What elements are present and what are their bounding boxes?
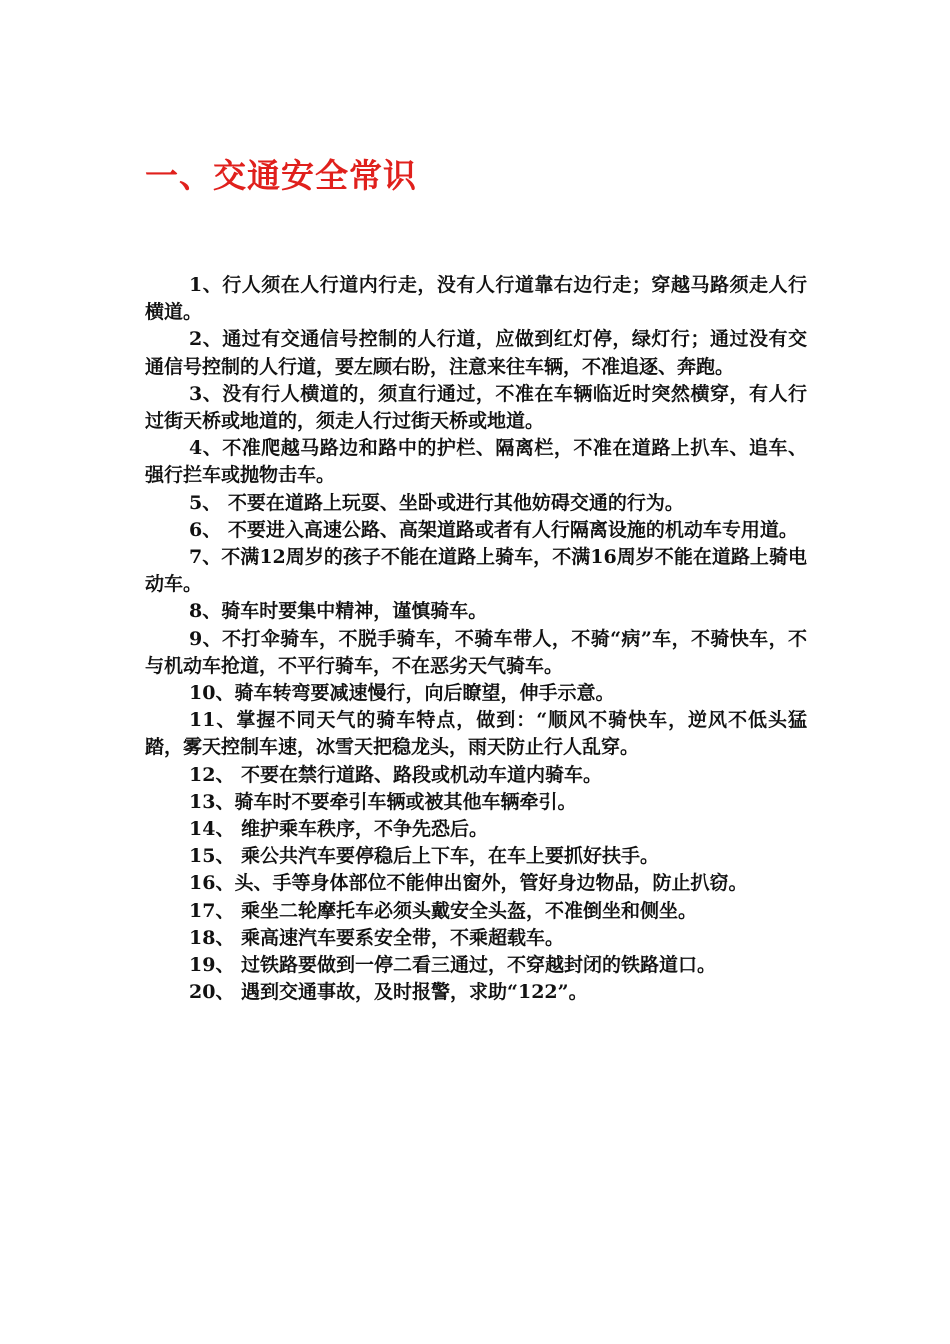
rule-item: 13、骑车时不要牵引车辆或被其他车辆牵引。	[189, 790, 577, 813]
rule-item: 2、通过有交通信号控制的人行道，应做到红灯停，绿灯行；通过没有交通信号控制的人行道，要左顾右盼，注意来往车辆，不准追逐、奔跑。	[145, 328, 807, 378]
rule-item: 19、 过铁路要做到一停二看三通过，不穿越封闭的铁路道口。	[189, 954, 717, 977]
rule-item: 6、 不要进入高速公路、高架道路或者有人行隔离设施的机动车专用道。	[189, 518, 798, 541]
rule-item: 12、 不要在禁行道路、路段或机动车道内骑车。	[189, 763, 603, 786]
rules-list	[145, 272, 807, 1006]
rule-item: 8、骑车时要集中精神，谨慎骑车。	[189, 600, 488, 623]
rule-item: 11、掌握不同天气的骑车特点，做到：“顺风不骑快车，逆风不低头猛踏，雾天控制车速，冰雪天把稳龙头，雨天防止行人乱穿。	[145, 709, 807, 759]
rule-item: 17、 乘坐二轮摩托车必须头戴安全头盔，不准倒坐和侧坐。	[189, 899, 698, 922]
rule-item: 14、 维护乘车秩序，不争先恐后。	[189, 818, 489, 841]
rule-item: 18、 乘高速汽车要系安全带，不乘超载车。	[189, 926, 565, 949]
rule-item: 1、行人须在人行道内行走，没有人行道靠右边行走；穿越马路须走人行横道。	[145, 274, 807, 324]
rule-item: 20、 遇到交通事故，及时报警，求助“122”。	[189, 981, 588, 1004]
rule-item: 10、骑车转弯要减速慢行，向后瞭望，伸手示意。	[189, 682, 615, 705]
rule-item: 15、 乘公共汽车要停稳后上下车，在车上要抓好扶手。	[189, 845, 660, 868]
rule-item: 7、不满12周岁的孩子不能在道路上骑车，不满16周岁不能在道路上骑电动车。	[145, 546, 807, 596]
rule-item: 4、不准爬越马路边和路中的护栏、隔离栏，不准在道路上扒车、追车、强行拦车或抛物击车。	[145, 437, 807, 487]
page-title: 一、交通安全常识	[145, 156, 417, 195]
rule-item: 16、头、手等身体部位不能伸出窗外，管好身边物品，防止扒窃。	[189, 872, 748, 895]
rule-item: 3、没有行人横道的，须直行通过，不准在车辆临近时突然横穿，有人行过街天桥或地道的，须走人行过街天桥或地道。	[145, 382, 807, 433]
rule-item: 9、不打伞骑车，不脱手骑车，不骑车带人，不骑“病”车，不骑快车，不与机动车抢道，不平行骑车，不在恶劣天气骑车。	[145, 627, 807, 677]
rule-item: 5、 不要在道路上玩耍、坐卧或进行其他妨碍交通的行为。	[189, 491, 684, 514]
